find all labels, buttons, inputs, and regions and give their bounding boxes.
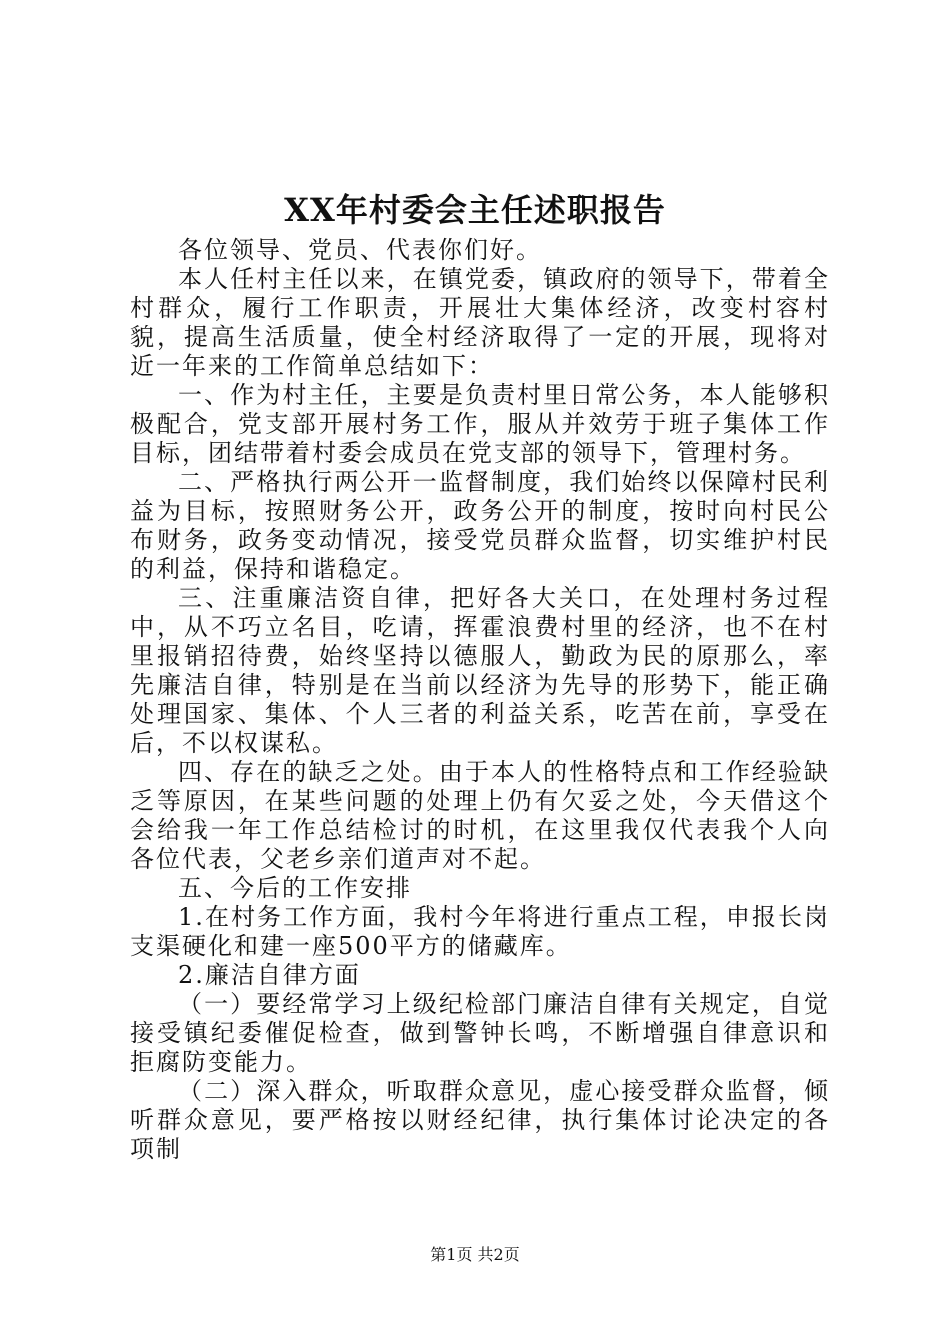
paragraph-greeting: 各位领导、党员、代表你们好。 (178, 236, 542, 264)
document-body (130, 236, 830, 1164)
paragraph-section-2: 二、严格执行两公开一监督制度，我们始终以保障村民利益为目标，按照财务公开，政务公开的制度，按时向村民公布财务，政务变动情况，接受党员群众监督，切实维护村民的利益，保持和谐稳定。 (130, 468, 830, 583)
paragraph-subitem-2: （二）深入群众，听取群众意见，虚心接受群众监督，倾听群众意见，要严格按以财经纪律，执行集体讨论决定的各项制 (130, 1077, 830, 1163)
paragraph-section-5-heading: 五、今后的工作安排 (178, 874, 412, 902)
page-footer: 第1页 共2页 (430, 1245, 520, 1264)
paragraph-section-1: 一、作为村主任，主要是负责村里日常公务，本人能够积极配合，党支部开展村务工作，服从并效劳于班子集体工作目标，团结带着村委会成员在党支部的领导下，管理村务。 (130, 381, 830, 467)
paragraph-section-3: 三、注重廉洁资自律，把好各大关口，在处理村务过程中，从不巧立名目，吃请，挥霍浪费村里的经济，也不在村里报销招待费，始终坚持以德服人，勤政为民的原那么，率先廉洁自律，特别是在当前以经济为先导的形势下，能正确处理国家、集体、个人三者的利益关系，吃苦在前，享受在后，不以权谋私。 (130, 584, 830, 757)
paragraph-subitem-1: （一）要经常学习上级纪检部门廉洁自律有关规定，自觉接受镇纪委催促检查，做到警钟长鸣，不断增强自律意识和拒腐防变能力。 (130, 990, 830, 1076)
paragraph-section-4: 四、存在的缺乏之处。由于本人的性格特点和工作经验缺乏等原因，在某些问题的处理上仍有欠妥之处，今天借这个会给我一年工作总结检讨的时机，在这里我仅代表我个人向各位代表，父老乡亲们道声对不起。 (130, 758, 830, 873)
paragraph-intro: 本人任村主任以来，在镇党委，镇政府的领导下，带着全村群众，履行工作职责，开展壮大集体经济，改变村容村貌，提高生活质量，使全村经济取得了一定的开展，现将对近一年来的工作简单总结如下： (130, 265, 830, 380)
paragraph-item-2-heading: 2.廉洁自律方面 (178, 961, 361, 989)
paragraph-item-1: 1.在村务工作方面，我村今年将进行重点工程，申报长岗支渠硬化和建一座500平方的储藏库。 (130, 903, 830, 960)
document-title: XX年村委会主任述职报告 (284, 191, 666, 229)
